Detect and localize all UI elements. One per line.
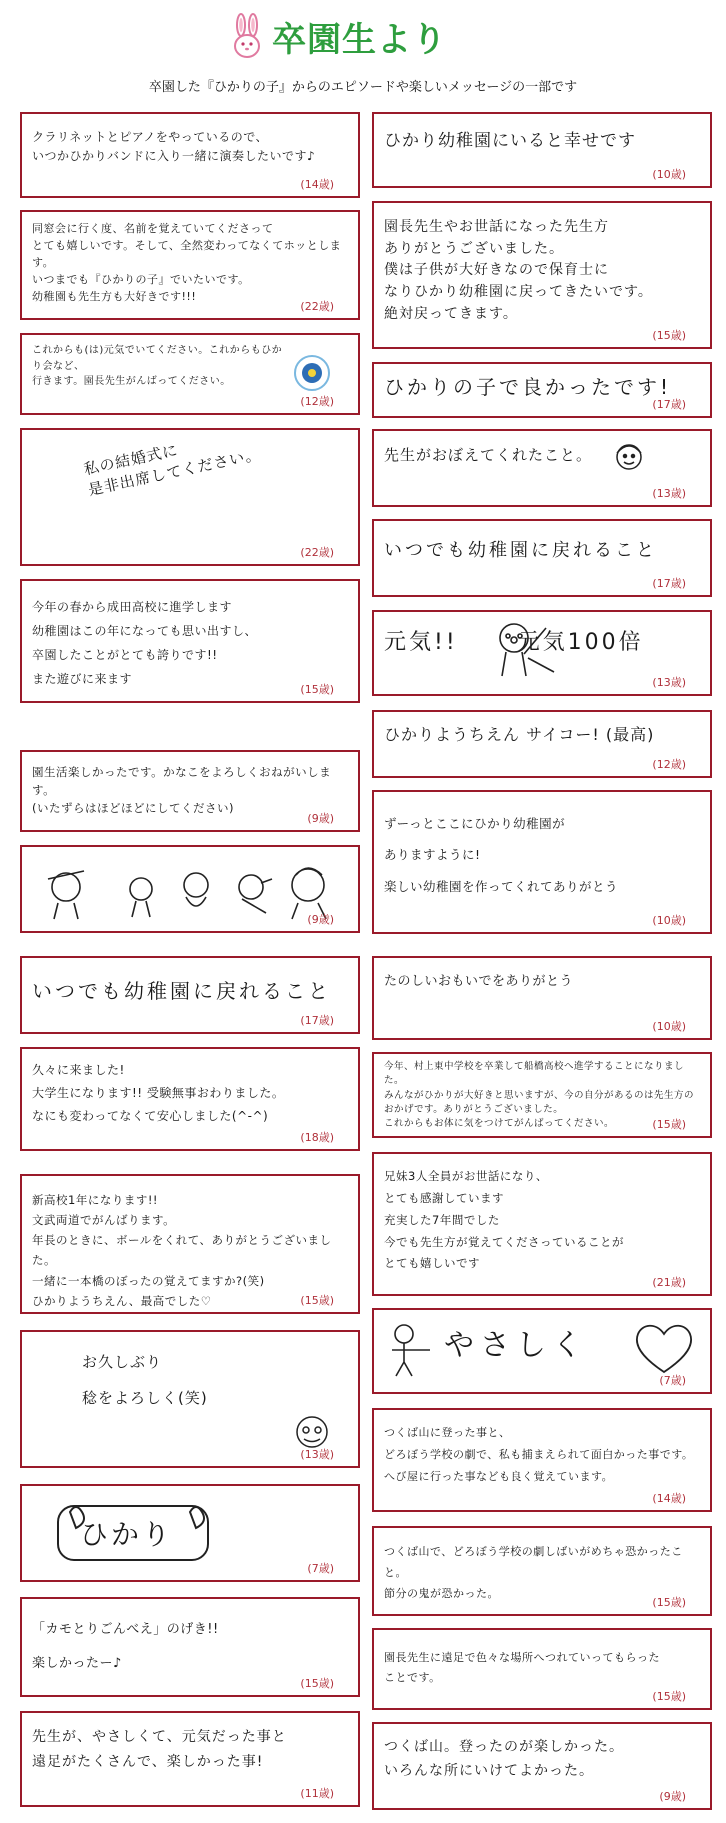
message-card	[372, 710, 712, 778]
age-label: (17歳)	[652, 398, 686, 411]
message-text: 私の結婚式に 是非出席してください。	[82, 441, 263, 500]
message-card	[20, 210, 360, 320]
age-label: (15歳)	[300, 1677, 334, 1690]
age-label: (7歳)	[307, 1562, 334, 1575]
age-label: (9歳)	[659, 1790, 686, 1803]
message-card	[20, 1174, 360, 1314]
message-card	[372, 1408, 712, 1512]
message-card	[372, 201, 712, 349]
message-text: ひかり幼稚園にいると幸せです	[384, 131, 636, 151]
message-card	[20, 956, 360, 1034]
message-card	[20, 579, 360, 703]
age-label: (15歳)	[300, 683, 334, 696]
message-card	[20, 1484, 360, 1582]
age-label: (10歳)	[652, 1020, 686, 1033]
age-label: (22歳)	[300, 546, 334, 559]
smiling-girl-drawing	[609, 439, 649, 483]
message-card	[372, 1052, 712, 1138]
message-text: つくば山に登った事と、 どろぼう学校の劇で、私も捕まえられて面白かった事です。 へび屋に行った事なども良く覚えています。	[384, 1426, 694, 1483]
message-text: 先生がおぼえてくれたこと。	[384, 446, 593, 464]
age-label: (11歳)	[300, 1787, 334, 1800]
sticker-icon	[292, 353, 332, 393]
message-text: お久しぶり 稔をよろしく(笑)	[82, 1353, 208, 1407]
message-text: 先生が、やさしくて、元気だった事と 遠足がたくさんで、楽しかった事!	[32, 1729, 287, 1771]
age-label: (17歳)	[300, 1014, 334, 1027]
message-card	[372, 610, 712, 696]
message-text: いつでも幼稚園に戻れること	[384, 540, 657, 561]
message-text: ずーっとここにひかり幼稚園が ありますように! 楽しい幼稚園を作ってくれてありがとう	[384, 816, 619, 894]
message-card	[372, 790, 712, 934]
message-text: これからも(は)元気でいてください。これからもひかり会など、 行きます。園長先生がんばってください。	[32, 345, 283, 387]
age-label: (13歳)	[652, 487, 686, 500]
message-text: 園生活楽しかったです。かなこをよろしくおねがいします。 (いたずらはほどほどにしてください)	[32, 765, 332, 815]
age-label: (12歳)	[652, 758, 686, 771]
message-card	[20, 1330, 360, 1468]
message-card	[20, 333, 360, 415]
age-label: (17歳)	[652, 577, 686, 590]
age-label: (9歳)	[307, 812, 334, 825]
message-card	[372, 112, 712, 188]
message-text: ひかり	[80, 1518, 174, 1551]
rabbit-icon	[230, 13, 264, 61]
age-label: (18歳)	[300, 1131, 334, 1144]
age-label: (15歳)	[652, 1690, 686, 1703]
message-text: 久々に来ました! 大学生になります!! 受験無事おわりました。 なにも変わってなくて安心しました(^-^)	[32, 1063, 285, 1123]
message-text: 今年の春から成田高校に進学します 幼稚園はこの年になっても思い出すし、 卒園したことがとても誇りです!! また遊びに来ます	[32, 600, 258, 686]
page-title: 卒園生より	[272, 20, 447, 60]
stick-figure-drawing	[382, 1320, 432, 1380]
message-card	[20, 428, 360, 566]
message-text: たのしいおもいでをありがとう	[384, 974, 574, 989]
message-card	[20, 1711, 360, 1807]
header	[0, 0, 726, 100]
message-text: 新高校1年になります!! 文武両道でがんばります。 年長のときに、ボールをくれて、ありがとうございました。 一緒に一本橋のぼったの覚えてますか?(笑) ひかりようちえん、最高でした♡	[32, 1193, 332, 1308]
title-group	[230, 12, 447, 61]
message-card	[372, 1722, 712, 1810]
message-text: つくば山。登ったのが楽しかった。 いろんな所にいけてよかった。	[384, 1739, 624, 1779]
message-text: ひかりの子で良かったです!	[384, 375, 672, 399]
message-text: つくば山で、どろぼう学校の劇しばいがめちゃ恐かったこと。 節分の鬼が恐かった。	[384, 1545, 683, 1600]
age-label: (10歳)	[652, 914, 686, 927]
message-card	[372, 956, 712, 1040]
message-card	[372, 1628, 712, 1710]
message-card	[372, 1308, 712, 1394]
anpanman-drawing	[484, 618, 564, 682]
age-label: (9歳)	[307, 913, 334, 926]
message-text: いつでも幼稚園に戻れること	[32, 979, 331, 1003]
message-card	[20, 1047, 360, 1151]
message-card	[372, 429, 712, 507]
age-label: (15歳)	[300, 1294, 334, 1307]
message-card	[20, 845, 360, 933]
page-subtitle: 卒園した『ひかりの子』からのエピソードや楽しいメッセージの一部です	[148, 80, 578, 95]
age-label: (15歳)	[652, 1118, 686, 1131]
age-label: (13歳)	[300, 1448, 334, 1461]
message-card	[372, 362, 712, 418]
message-text: 元気!! 元気100倍	[384, 630, 644, 655]
message-card	[372, 1152, 712, 1296]
message-text: やさしく	[444, 1328, 588, 1363]
age-label: (15歳)	[652, 329, 686, 342]
age-label: (10歳)	[652, 168, 686, 181]
heart-icon	[632, 1318, 696, 1376]
message-text: ひかりようちえん サイコー! (最高)	[384, 725, 655, 744]
drawing-characters	[36, 855, 336, 925]
message-text: 今年、村上東中学校を卒業して船橋高校へ進学することになりました。 みんながひかりが大好きと思いますが、今の自分があるのは先生方のおかげです。ありがとうございました。 これからもお体に気をつけてがんばってください。	[384, 1061, 695, 1129]
message-text: 園長先生に遠足で色々な場所へつれていってもらったことです。	[384, 1651, 660, 1684]
age-label: (14歳)	[652, 1492, 686, 1505]
message-card	[20, 1597, 360, 1697]
message-card	[372, 1526, 712, 1616]
message-text: 園長先生やお世話になった先生方 ありがとうございました。 僕は子供が大好きなので保育士に なりひかり幼稚園に戻ってきたいです。 絶対戻ってきます。	[384, 219, 653, 322]
message-card	[20, 750, 360, 832]
age-label: (14歳)	[300, 178, 334, 191]
age-label: (13歳)	[652, 676, 686, 689]
age-label: (15歳)	[652, 1596, 686, 1609]
message-text: クラリネットとピアノをやっているので、 いつかひかりバンドに入り一緒に演奏したいです♪	[32, 130, 316, 163]
age-label: (7歳)	[659, 1374, 686, 1387]
message-card	[372, 519, 712, 597]
age-label: (12歳)	[300, 395, 334, 408]
age-label: (21歳)	[652, 1276, 686, 1289]
message-text: 「カモとりごんべえ」のげき!! 楽しかったー♪	[32, 1622, 219, 1671]
message-text: 同窓会に行く度、名前を覚えていてくださって とても嬉しいです。そして、全然変わってなくてホッとします。 いつまでも『ひかりの子』でいたいです。 幼稚園も先生方も大好きです!!!	[32, 222, 342, 304]
age-label: (22歳)	[300, 300, 334, 313]
message-text: 兄妹3人全員がお世話になり、 とても感謝しています 充実した7年間でした 今でも先生方が覚えてくださっていることが とても嬉しいです	[384, 1169, 624, 1271]
message-card	[20, 112, 360, 198]
